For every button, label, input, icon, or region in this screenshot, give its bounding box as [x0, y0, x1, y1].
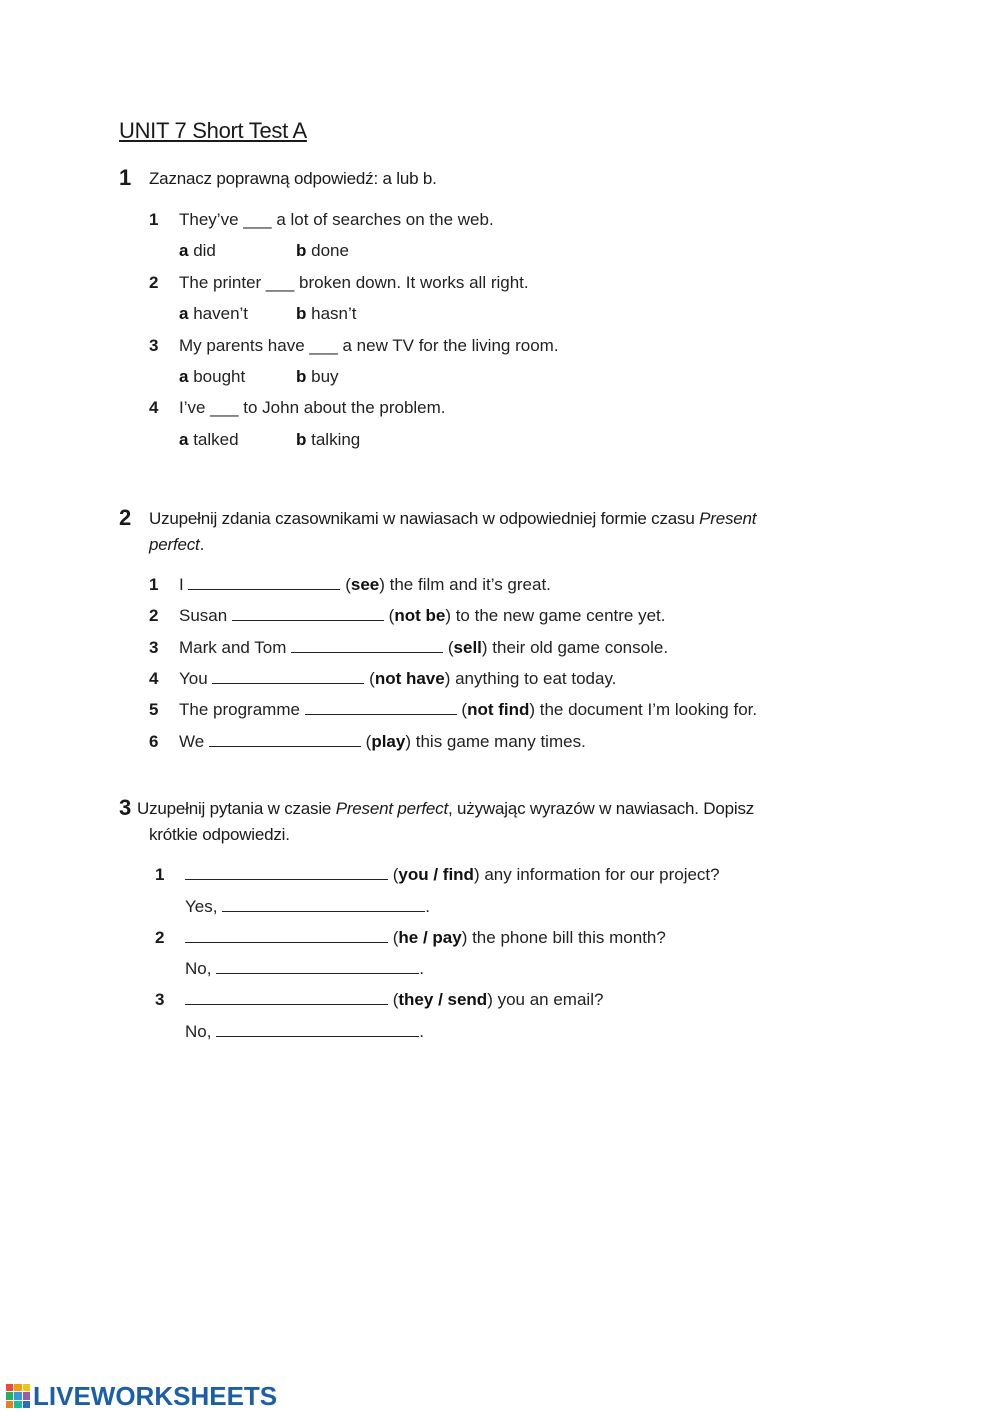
sentence-start: Susan	[179, 606, 228, 625]
question-text: My parents have ___ a new TV for the living room.	[179, 336, 559, 355]
option-text: talked	[193, 430, 239, 449]
question-blank[interactable]	[185, 990, 388, 1005]
sentence-start: The programme	[179, 700, 300, 719]
question-end: ) any information for our project?	[473, 865, 720, 884]
logo-square	[14, 1392, 21, 1399]
option-label: a	[179, 367, 189, 386]
logo-square	[6, 1392, 13, 1399]
option-b[interactable]	[296, 304, 357, 324]
question-end: ) the phone bill this month?	[461, 928, 666, 947]
section-3-instruction-line1	[137, 796, 754, 822]
section-2-number: 2	[119, 505, 132, 530]
item-number: 2	[149, 606, 159, 625]
option-text: done	[311, 241, 349, 260]
verb-hint: play	[371, 732, 406, 751]
question: (he / pay) the phone bill this month?	[185, 928, 666, 948]
item-number: 6	[149, 732, 159, 751]
liveworksheets-logo[interactable]	[6, 1380, 277, 1412]
option-text: buy	[311, 367, 339, 386]
sentence-start: Mark and Tom	[179, 638, 287, 657]
logo-square	[14, 1401, 21, 1408]
verb-hint: they / send	[398, 990, 488, 1009]
instruction-emphasis: Present	[699, 509, 757, 528]
option-text: did	[193, 241, 216, 260]
answer-start: No,	[185, 1022, 212, 1041]
option-text: hasn’t	[311, 304, 357, 323]
option-label: b	[296, 241, 307, 260]
option-label: b	[296, 367, 307, 386]
instruction-text: .	[199, 535, 205, 554]
option-text: talking	[311, 430, 361, 449]
option-label: a	[179, 430, 189, 449]
question-blank[interactable]	[185, 928, 388, 943]
verb-hint: he / pay	[398, 928, 462, 947]
sentence: We (play) this game many times.	[179, 732, 586, 751]
logo-square	[23, 1401, 30, 1408]
verb-hint: you / find	[398, 865, 474, 884]
logo-square	[14, 1384, 21, 1391]
short-answer: No, .	[185, 1022, 424, 1041]
option-a[interactable]	[179, 241, 216, 261]
instruction-text: Uzupełnij pytania w czasie	[137, 799, 336, 818]
item-number: 4	[149, 669, 159, 688]
question-text: I’ve ___ to John about the problem.	[179, 398, 446, 417]
item-number: 5	[149, 700, 159, 719]
verb-hint: not find	[467, 700, 530, 719]
question-text: The printer ___ broken down. It works all right.	[179, 273, 529, 292]
section-1-instruction: Zaznacz poprawną odpowiedź: a lub b.	[149, 169, 437, 188]
sentence-end: ) the film and it’s great.	[379, 575, 551, 594]
question-blank[interactable]	[185, 865, 388, 880]
logo-text: LIVEWORKSHEETS	[33, 1380, 278, 1411]
logo-square	[6, 1384, 13, 1391]
option-text: bought	[193, 367, 246, 386]
option-b[interactable]	[296, 241, 349, 261]
option-b[interactable]	[296, 430, 360, 450]
answer-blank[interactable]	[305, 700, 457, 715]
option-label: b	[296, 304, 307, 323]
answer-blank[interactable]	[232, 606, 384, 621]
item-number: 4	[149, 398, 159, 417]
question: (you / find) any information for our project?	[185, 865, 720, 885]
answer-blank[interactable]	[216, 1022, 419, 1037]
sentence-end: ) anything to eat today.	[444, 669, 617, 688]
instruction-text: , używając wyrazów w nawiasach. Dopisz	[448, 799, 755, 818]
verb-hint: not be	[394, 606, 446, 625]
question-end: ) you an email?	[487, 990, 604, 1009]
instruction-emphasis: Present perfect	[335, 799, 448, 818]
instruction-text: Uzupełnij zdania czasownikami w nawiasach w odpowiedniej formie czasu	[149, 509, 700, 528]
sentence: I (see) the film and it’s great.	[179, 575, 551, 594]
item-number: 1	[155, 865, 165, 884]
short-answer: Yes, .	[185, 897, 430, 916]
option-label: a	[179, 241, 189, 260]
sentence: You (not have) anything to eat today.	[179, 669, 617, 688]
logo-mark-icon	[6, 1384, 30, 1408]
sentence-start: I	[179, 575, 184, 594]
sentence-start: We	[179, 732, 205, 751]
sentence: Susan (not be) to the new game centre yet.	[179, 606, 666, 625]
verb-hint: see	[350, 575, 380, 594]
option-a[interactable]	[179, 430, 239, 450]
verb-hint: not have	[374, 669, 445, 688]
verb-hint: sell	[453, 638, 482, 657]
item-number: 3	[155, 990, 165, 1009]
answer-blank[interactable]	[216, 959, 419, 974]
answer-start: Yes,	[185, 897, 218, 916]
answer-blank[interactable]	[209, 732, 361, 747]
answer-blank[interactable]	[291, 638, 443, 653]
logo-square	[23, 1392, 30, 1399]
item-number: 1	[149, 210, 159, 229]
sentence: The programme (not find) the document I’m looking for.	[179, 700, 758, 719]
answer-blank[interactable]	[222, 897, 425, 912]
sentence-end: ) this game many times.	[405, 732, 586, 751]
sentence: Mark and Tom (sell) their old game console.	[179, 638, 669, 657]
option-label: b	[296, 430, 307, 449]
section-3-number: 3	[119, 795, 132, 820]
sentence-start: You	[179, 669, 208, 688]
item-number: 2	[149, 273, 159, 292]
option-b[interactable]	[296, 367, 339, 387]
option-a[interactable]	[179, 304, 248, 324]
answer-start: No,	[185, 959, 212, 978]
sentence-end: ) the document I’m looking for.	[529, 700, 758, 719]
logo-square	[6, 1401, 13, 1408]
option-label: a	[179, 304, 189, 323]
option-a[interactable]	[179, 367, 245, 387]
answer-blank[interactable]	[188, 575, 340, 590]
question-text: They’ve ___ a lot of searches on the web.	[179, 210, 494, 229]
instruction-emphasis: perfect	[149, 535, 200, 554]
sentence-end: ) their old game console.	[481, 638, 669, 657]
sentence-end: ) to the new game centre yet.	[445, 606, 666, 625]
item-number: 1	[149, 575, 159, 594]
section-2-instruction	[149, 506, 849, 558]
section-3-instruction-line2: krótkie odpowiedzi.	[149, 825, 290, 844]
item-number: 3	[149, 336, 159, 355]
short-answer: No, .	[185, 959, 424, 978]
worksheet-title: UNIT 7 Short Test A	[119, 118, 307, 143]
answer-blank[interactable]	[212, 669, 364, 684]
option-text: haven’t	[193, 304, 249, 323]
item-number: 3	[149, 638, 159, 657]
question: (they / send) you an email?	[185, 990, 603, 1010]
section-1-number: 1	[119, 165, 132, 190]
item-number: 2	[155, 928, 165, 947]
logo-square	[23, 1384, 30, 1391]
